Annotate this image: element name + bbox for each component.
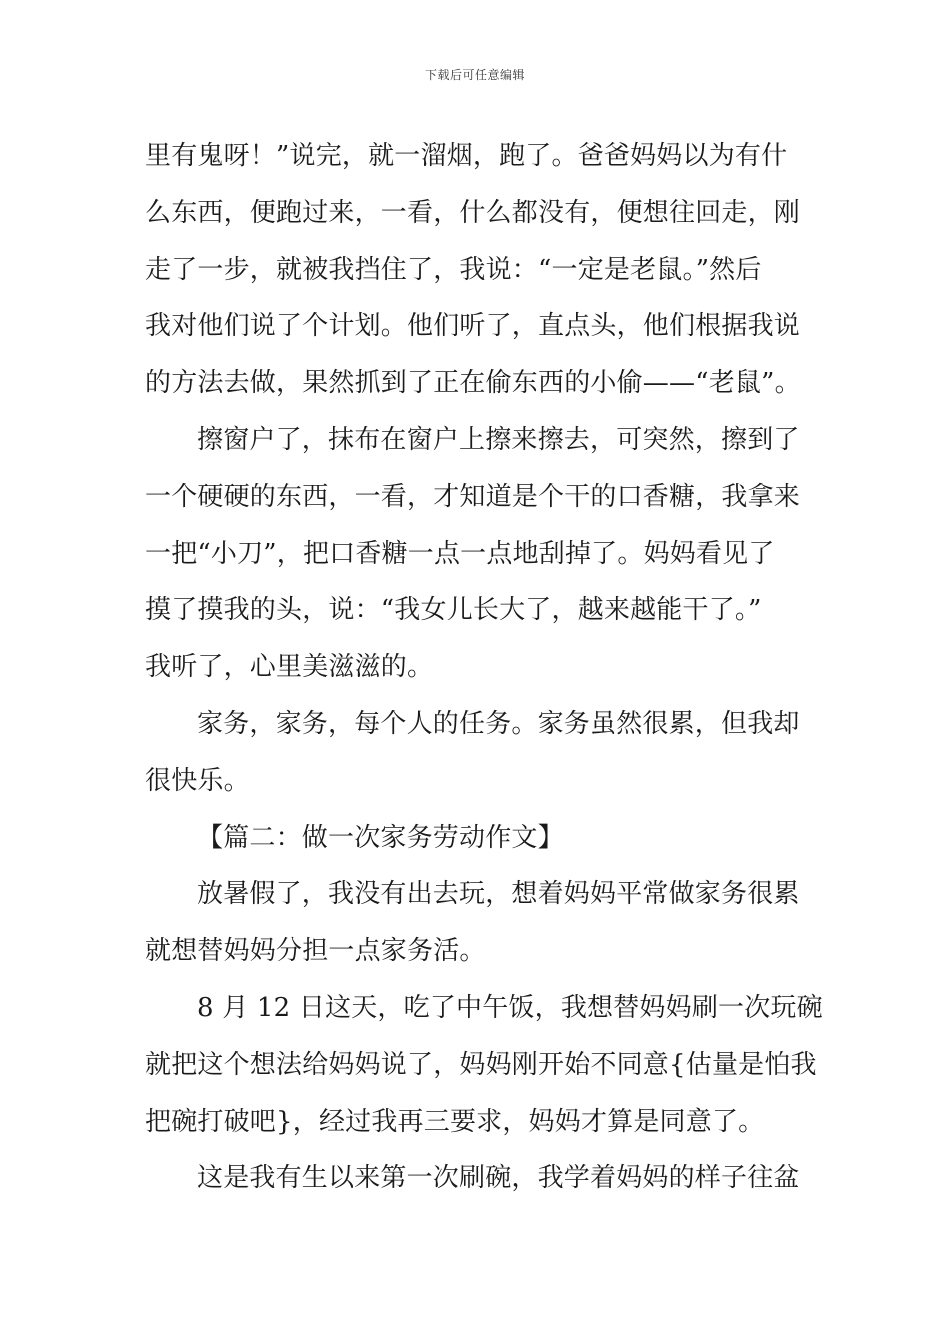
section-heading: 【篇二：做一次家务劳动作文】	[197, 822, 564, 853]
text-line: 就想替妈妈分担一点家务活。	[145, 936, 486, 967]
text-line: 很快乐。	[145, 765, 250, 796]
body-text	[145, 128, 823, 1207]
text-line: 我听了，心里美滋滋的。	[145, 652, 434, 683]
text-line: 我对他们说了个计划。他们听了，直点头，他们根据我说	[145, 311, 801, 342]
text-line: 一把“小刀”，把口香糖一点一点地刮掉了。妈妈看见了	[145, 538, 775, 569]
text-line: 放暑假了，我没有出去玩，想着妈妈平常做家务很累	[197, 879, 800, 910]
text-line: 就把这个想法给妈妈说了，妈妈刚开始不同意{估量是怕我	[145, 1049, 817, 1080]
text-line: 走了一步，就被我挡住了，我说：“一定是老鼠。”然后	[145, 254, 762, 285]
page-header: 下载后可任意编辑	[424, 68, 525, 82]
text-line: 里有鬼呀！”说完，就一溜烟，跑了。爸爸妈妈以为有什	[145, 141, 788, 171]
text-line: 摸了摸我的头，说：“我女儿长大了，越来越能干了。”	[145, 595, 762, 626]
text-line: 的方法去做，果然抓到了正在偷东西的小偷——“老鼠”。	[145, 368, 801, 399]
text-line: 么东西，便跑过来，一看，什么都没有，便想往回走，刚	[145, 197, 801, 228]
text-line: 一个硬硬的东西，一看，才知道是个干的口香糖，我拿来	[145, 481, 801, 512]
text-line: 把碗打破吧}，经过我再三要求，妈妈才算是同意了。	[145, 1106, 765, 1137]
text-line: 这是我有生以来第一次刷碗，我学着妈妈的样子往盆	[197, 1163, 800, 1194]
text-line: 擦窗户了，抹布在窗户上擦来擦去，可突然，擦到了	[197, 424, 800, 455]
text-line: 8 月 12 日这天，吃了中午饭，我想替妈妈刷一次玩碗	[197, 992, 823, 1023]
text-line: 家务，家务，每个人的任务。家务虽然很累，但我却	[197, 708, 800, 739]
